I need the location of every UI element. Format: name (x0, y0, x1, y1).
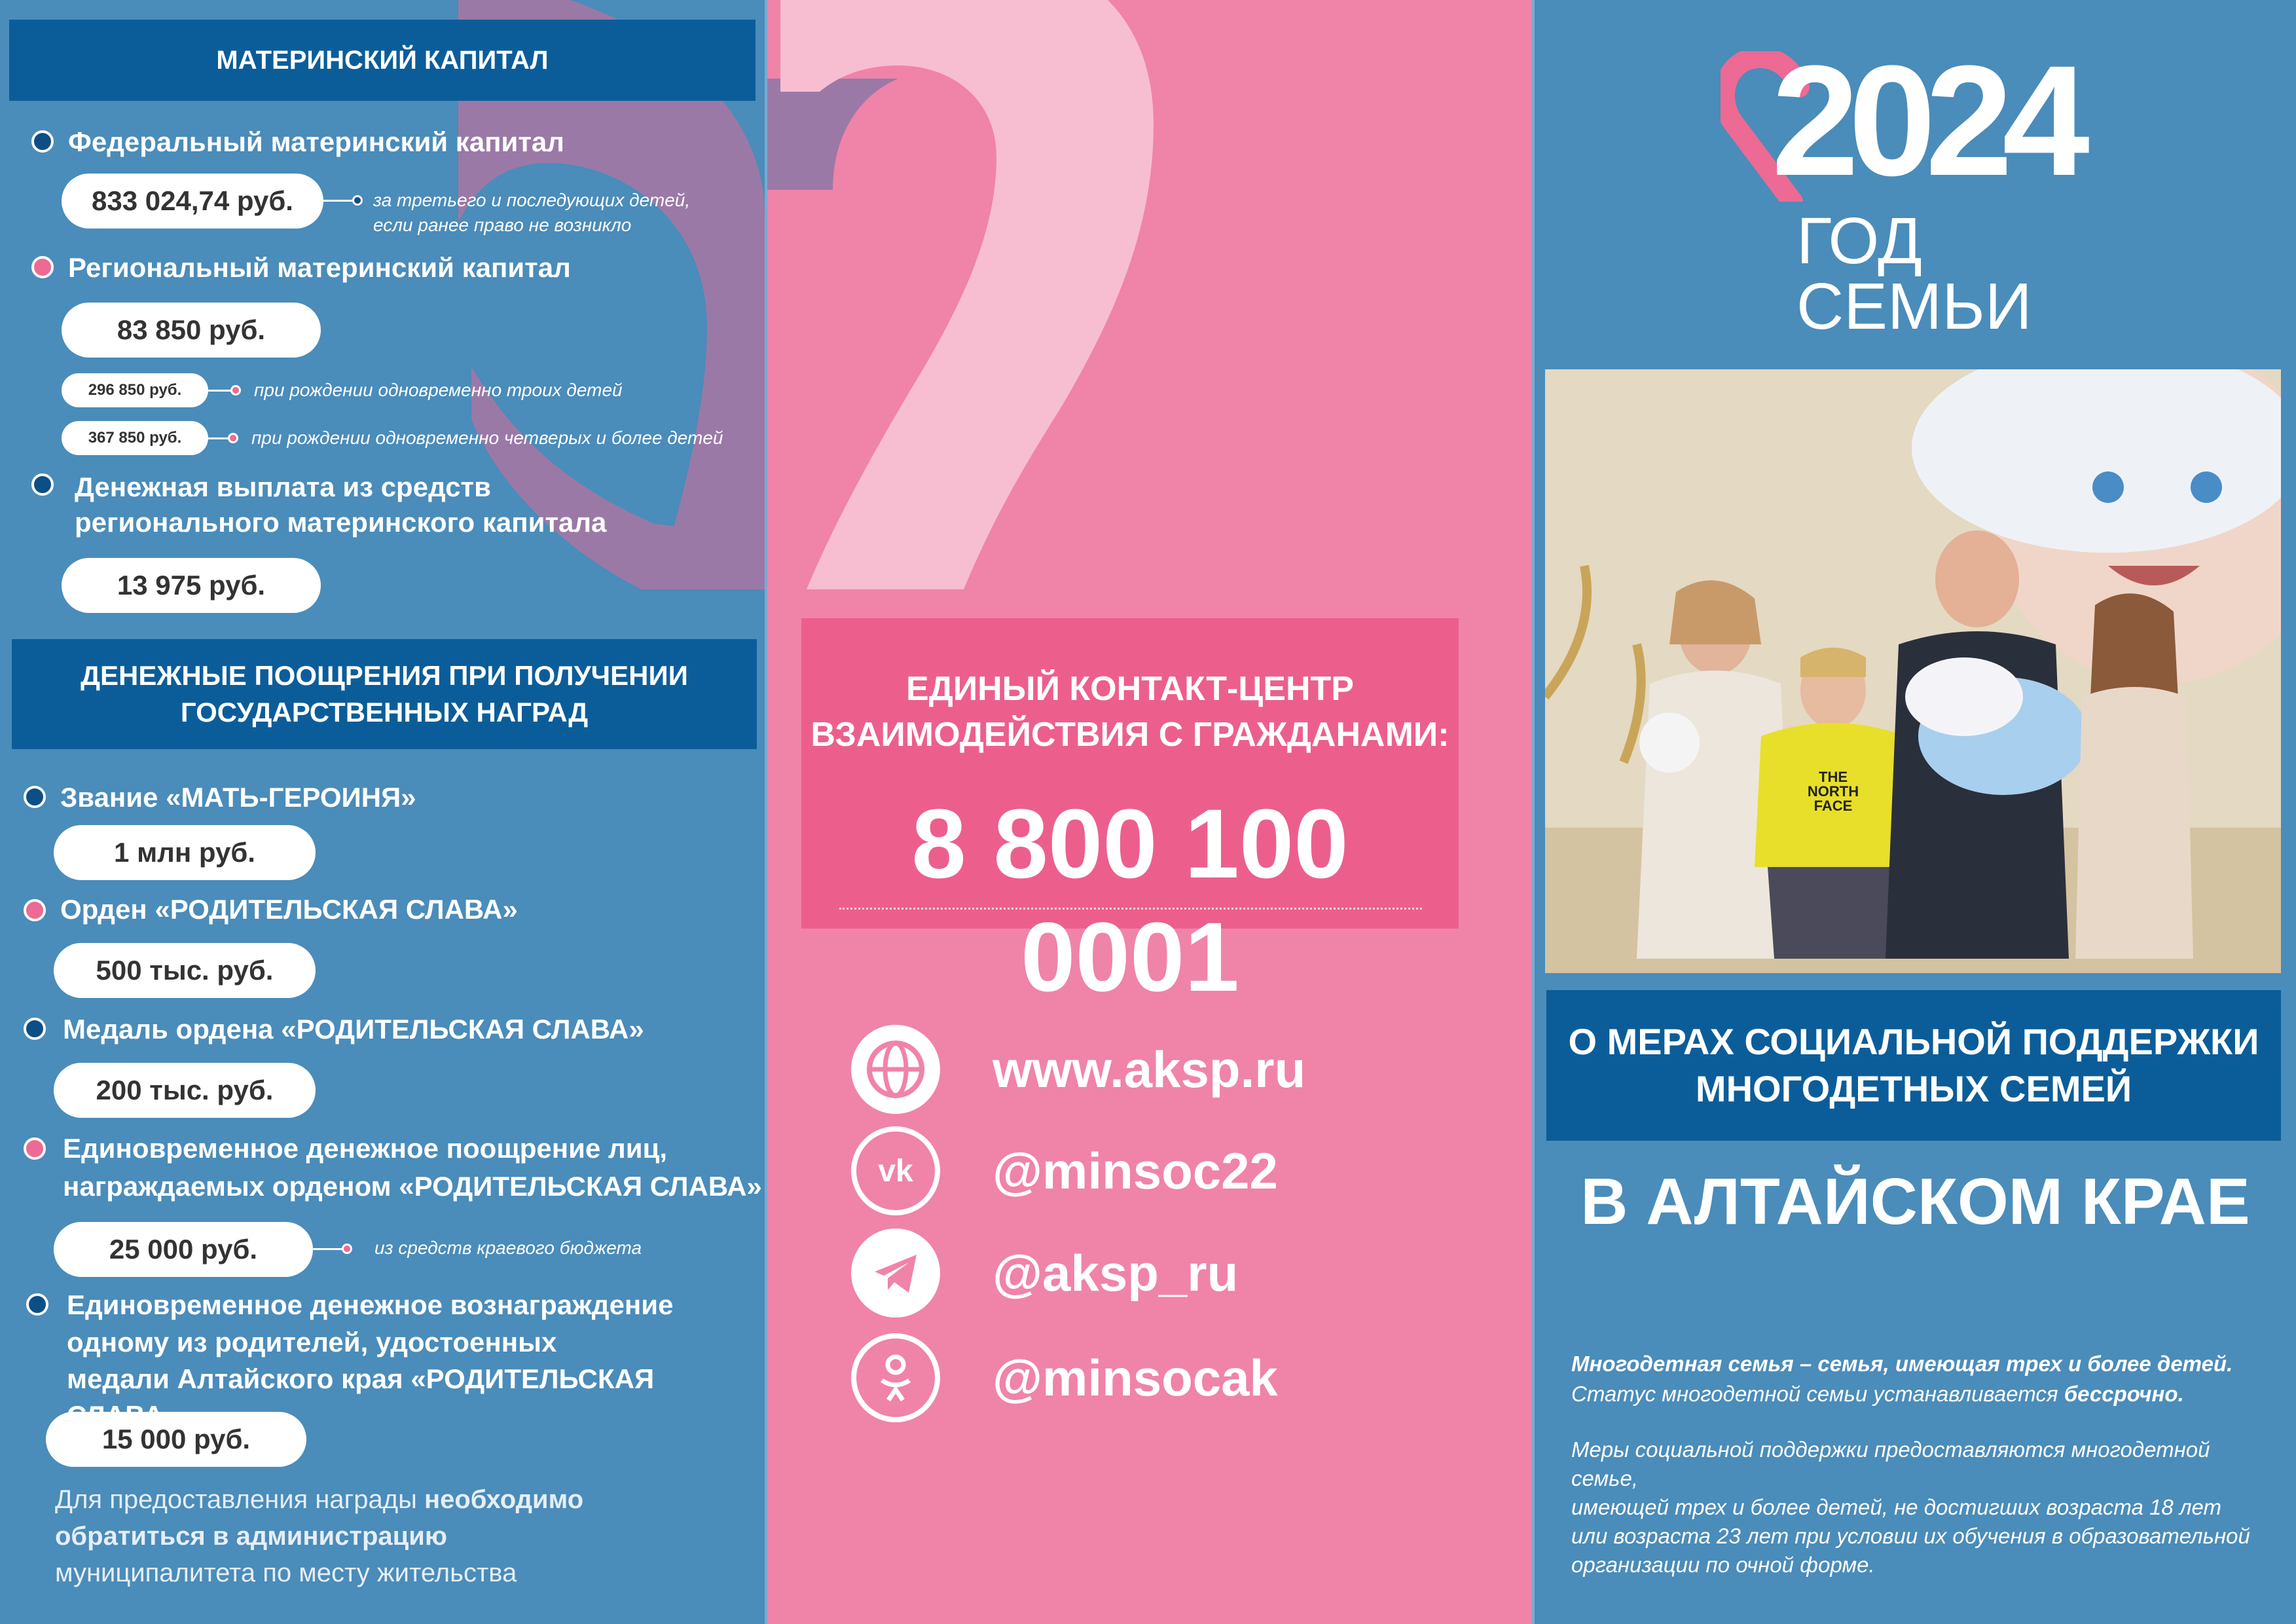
award-amount-parental-glory-order: 500 тыс. руб. (54, 943, 316, 998)
contact-center-box (801, 618, 1459, 1012)
social-website[interactable] (851, 1025, 1305, 1114)
social-telegram[interactable] (851, 1228, 1238, 1318)
measures-line-1: Меры социальной поддержки предоставляются многодетной семье, (1571, 1437, 2210, 1490)
definition-line-1: Многодетная семья – семья, имеющая трех и более детей. (1571, 1352, 2233, 1376)
onetime-medal-title-3: медали Алтайского края «РОДИТЕЛЬСКАЯ (67, 1363, 655, 1394)
odnoklassniki-icon (851, 1333, 940, 1422)
onetime-order-note: из средств краевого бюджета (374, 1238, 642, 1258)
payout-title-2: регионального материнского капитала (75, 507, 607, 538)
measures-line-3: или возраста 23 лет при условии их обучения в образовательной (1571, 1524, 2250, 1548)
regional-capital-amount: 83 850 руб. (62, 303, 321, 358)
connector-line (208, 390, 232, 392)
connector-line (323, 200, 354, 202)
year-of-family-logo (1721, 33, 2113, 343)
bullet-navy (24, 1018, 46, 1040)
onetime-medal-title-2: одному из родителей, удостоенных (67, 1327, 557, 1357)
measures-line-2: имеющей трех и более детей, не достигших возраста 18 лет (1571, 1495, 2222, 1519)
awards-header-line-2: ГОСУДАРСТВЕННЫХ НАГРАД (180, 697, 589, 728)
bullet-navy (24, 786, 46, 808)
award-amount-mother-heroine: 1 млн руб. (54, 825, 316, 880)
award-amount-parental-glory-medal: 200 тыс. руб. (54, 1063, 316, 1118)
federal-capital-title: Федеральный материнский капитал (68, 126, 564, 157)
payout-title-1: Денежная выплата из средств (75, 471, 491, 502)
regional-triplets-amount: 296 850 руб. (62, 373, 208, 407)
bullet-pink (24, 899, 46, 921)
onetime-order-title-1: Единовременное денежное поощрение лиц, (63, 1133, 667, 1164)
awards-header-line-1: ДЕНЕЖНЫЕ ПООЩРЕНИЯ ПРИ ПОЛУЧЕНИИ (81, 660, 688, 691)
globe-icon (851, 1025, 940, 1114)
connector-dot (230, 385, 241, 396)
maternity-capital-header (9, 20, 756, 101)
regional-capital-title: Региональный материнский капитал (68, 252, 571, 283)
bullet-pink (31, 256, 54, 278)
contact-center-title-2: ВЗАИМОДЕЙСТВИЯ С ГРАЖДАНАМИ: (811, 716, 1449, 754)
brochure-title-line-2: МНОГОДЕТНЫХ СЕМЕЙ (1695, 1068, 2132, 1109)
connector-dot (342, 1244, 352, 1254)
middle-panel (767, 0, 1532, 1624)
regional-triplets-note: при рождении одновременно троих детей (254, 380, 623, 400)
contact-center-title-1: ЕДИНЫЙ КОНТАКТ-ЦЕНТР (906, 670, 1354, 708)
telegram-icon (851, 1228, 940, 1318)
shirt-logo-3: FACE (1813, 798, 1853, 814)
social-vk-label: @minsoc22 (993, 1141, 1278, 1200)
award-title-parental-glory-medal: Медаль ордена «РОДИТЕЛЬСКАЯ СЛАВА» (63, 1014, 644, 1044)
brochure-title-bar (1546, 990, 2281, 1141)
payout-amount: 13 975 руб. (62, 558, 321, 613)
logo-year: 2024 (1772, 33, 2079, 208)
shirt-logo-1: THE (1819, 769, 1848, 785)
family-photo (1545, 369, 2281, 973)
federal-capital-amount: 833 024,74 руб. (62, 174, 323, 229)
regional-quadruplets-note: при рождении одновременно четверых и более детей (251, 428, 723, 448)
maternity-capital-header-text: МАТЕРИНСКИЙ КАПИТАЛ (216, 45, 549, 75)
contact-center-phone[interactable]: 8 800 100 0001 (911, 788, 1349, 1012)
logo-subtitle: ГОД СЕМЬИ (1796, 204, 2032, 343)
social-vk[interactable] (851, 1126, 1278, 1215)
left-panel (0, 0, 765, 1624)
award-title-parental-glory-order: Орден «РОДИТЕЛЬСКАЯ СЛАВА» (60, 894, 518, 925)
shirt-logo (1807, 770, 1859, 813)
dotted-divider (839, 908, 1422, 910)
bullet-navy (31, 473, 54, 496)
regional-quadruplets-amount: 367 850 руб. (62, 421, 208, 455)
definition-line-2b: бессрочно. (2064, 1382, 2184, 1406)
social-website-label: www.aksp.ru (993, 1040, 1306, 1098)
shirt-logo-2: NORTH (1807, 783, 1859, 800)
footer-note-part-1: Для предоставления награды (55, 1485, 424, 1514)
connector-line (313, 1248, 343, 1250)
brochure-title-line-1: О МЕРАХ СОЦИАЛЬНОЙ ПОДДЕРЖКИ (1568, 1021, 2259, 1062)
onetime-medal-amount: 15 000 руб. (46, 1412, 306, 1467)
footer-note-line-2: обратиться в администрацию (55, 1522, 448, 1551)
social-odnoklassniki-label: @minsocak (993, 1348, 1278, 1407)
bullet-navy (31, 130, 54, 153)
onetime-order-amount: 25 000 руб. (54, 1222, 313, 1277)
federal-capital-note-1: за третьего и последующих детей, (373, 190, 691, 210)
awards-header (12, 639, 757, 749)
award-title-mother-heroine: Звание «МАТЬ-ГЕРОИНЯ» (60, 782, 416, 813)
footer-note (55, 1481, 583, 1591)
definition-line-2a: Статус многодетной семьи устанавливается (1571, 1382, 2064, 1406)
connector-dot (228, 433, 238, 443)
vk-icon: vk (851, 1126, 940, 1215)
footer-note-line-3: муниципалитета по месту жительства (55, 1559, 517, 1587)
bullet-pink (24, 1137, 46, 1160)
onetime-medal-title-1: Единовременное денежное вознаграждение (67, 1289, 674, 1320)
connector-dot (352, 195, 363, 206)
right-panel (1535, 0, 2296, 1624)
definition-text (1571, 1349, 2278, 1409)
federal-capital-note-2: если ранее право не возникло (373, 215, 632, 235)
bullet-navy (26, 1293, 48, 1316)
social-odnoklassniki[interactable] (851, 1333, 1278, 1422)
measures-text (1571, 1435, 2278, 1579)
footer-note-part-2: необходимо (424, 1485, 584, 1514)
decorative-digit-2-light (767, 0, 1532, 602)
social-telegram-label: @aksp_ru (993, 1244, 1239, 1302)
measures-line-4: организации по очной форме. (1571, 1553, 1875, 1577)
connector-line (208, 437, 229, 439)
region-title: В АЛТАЙСКОМ КРАЕ (1580, 1165, 2250, 1238)
onetime-order-title-2: награждаемых орденом «РОДИТЕЛЬСКАЯ СЛАВА» (63, 1171, 762, 1202)
